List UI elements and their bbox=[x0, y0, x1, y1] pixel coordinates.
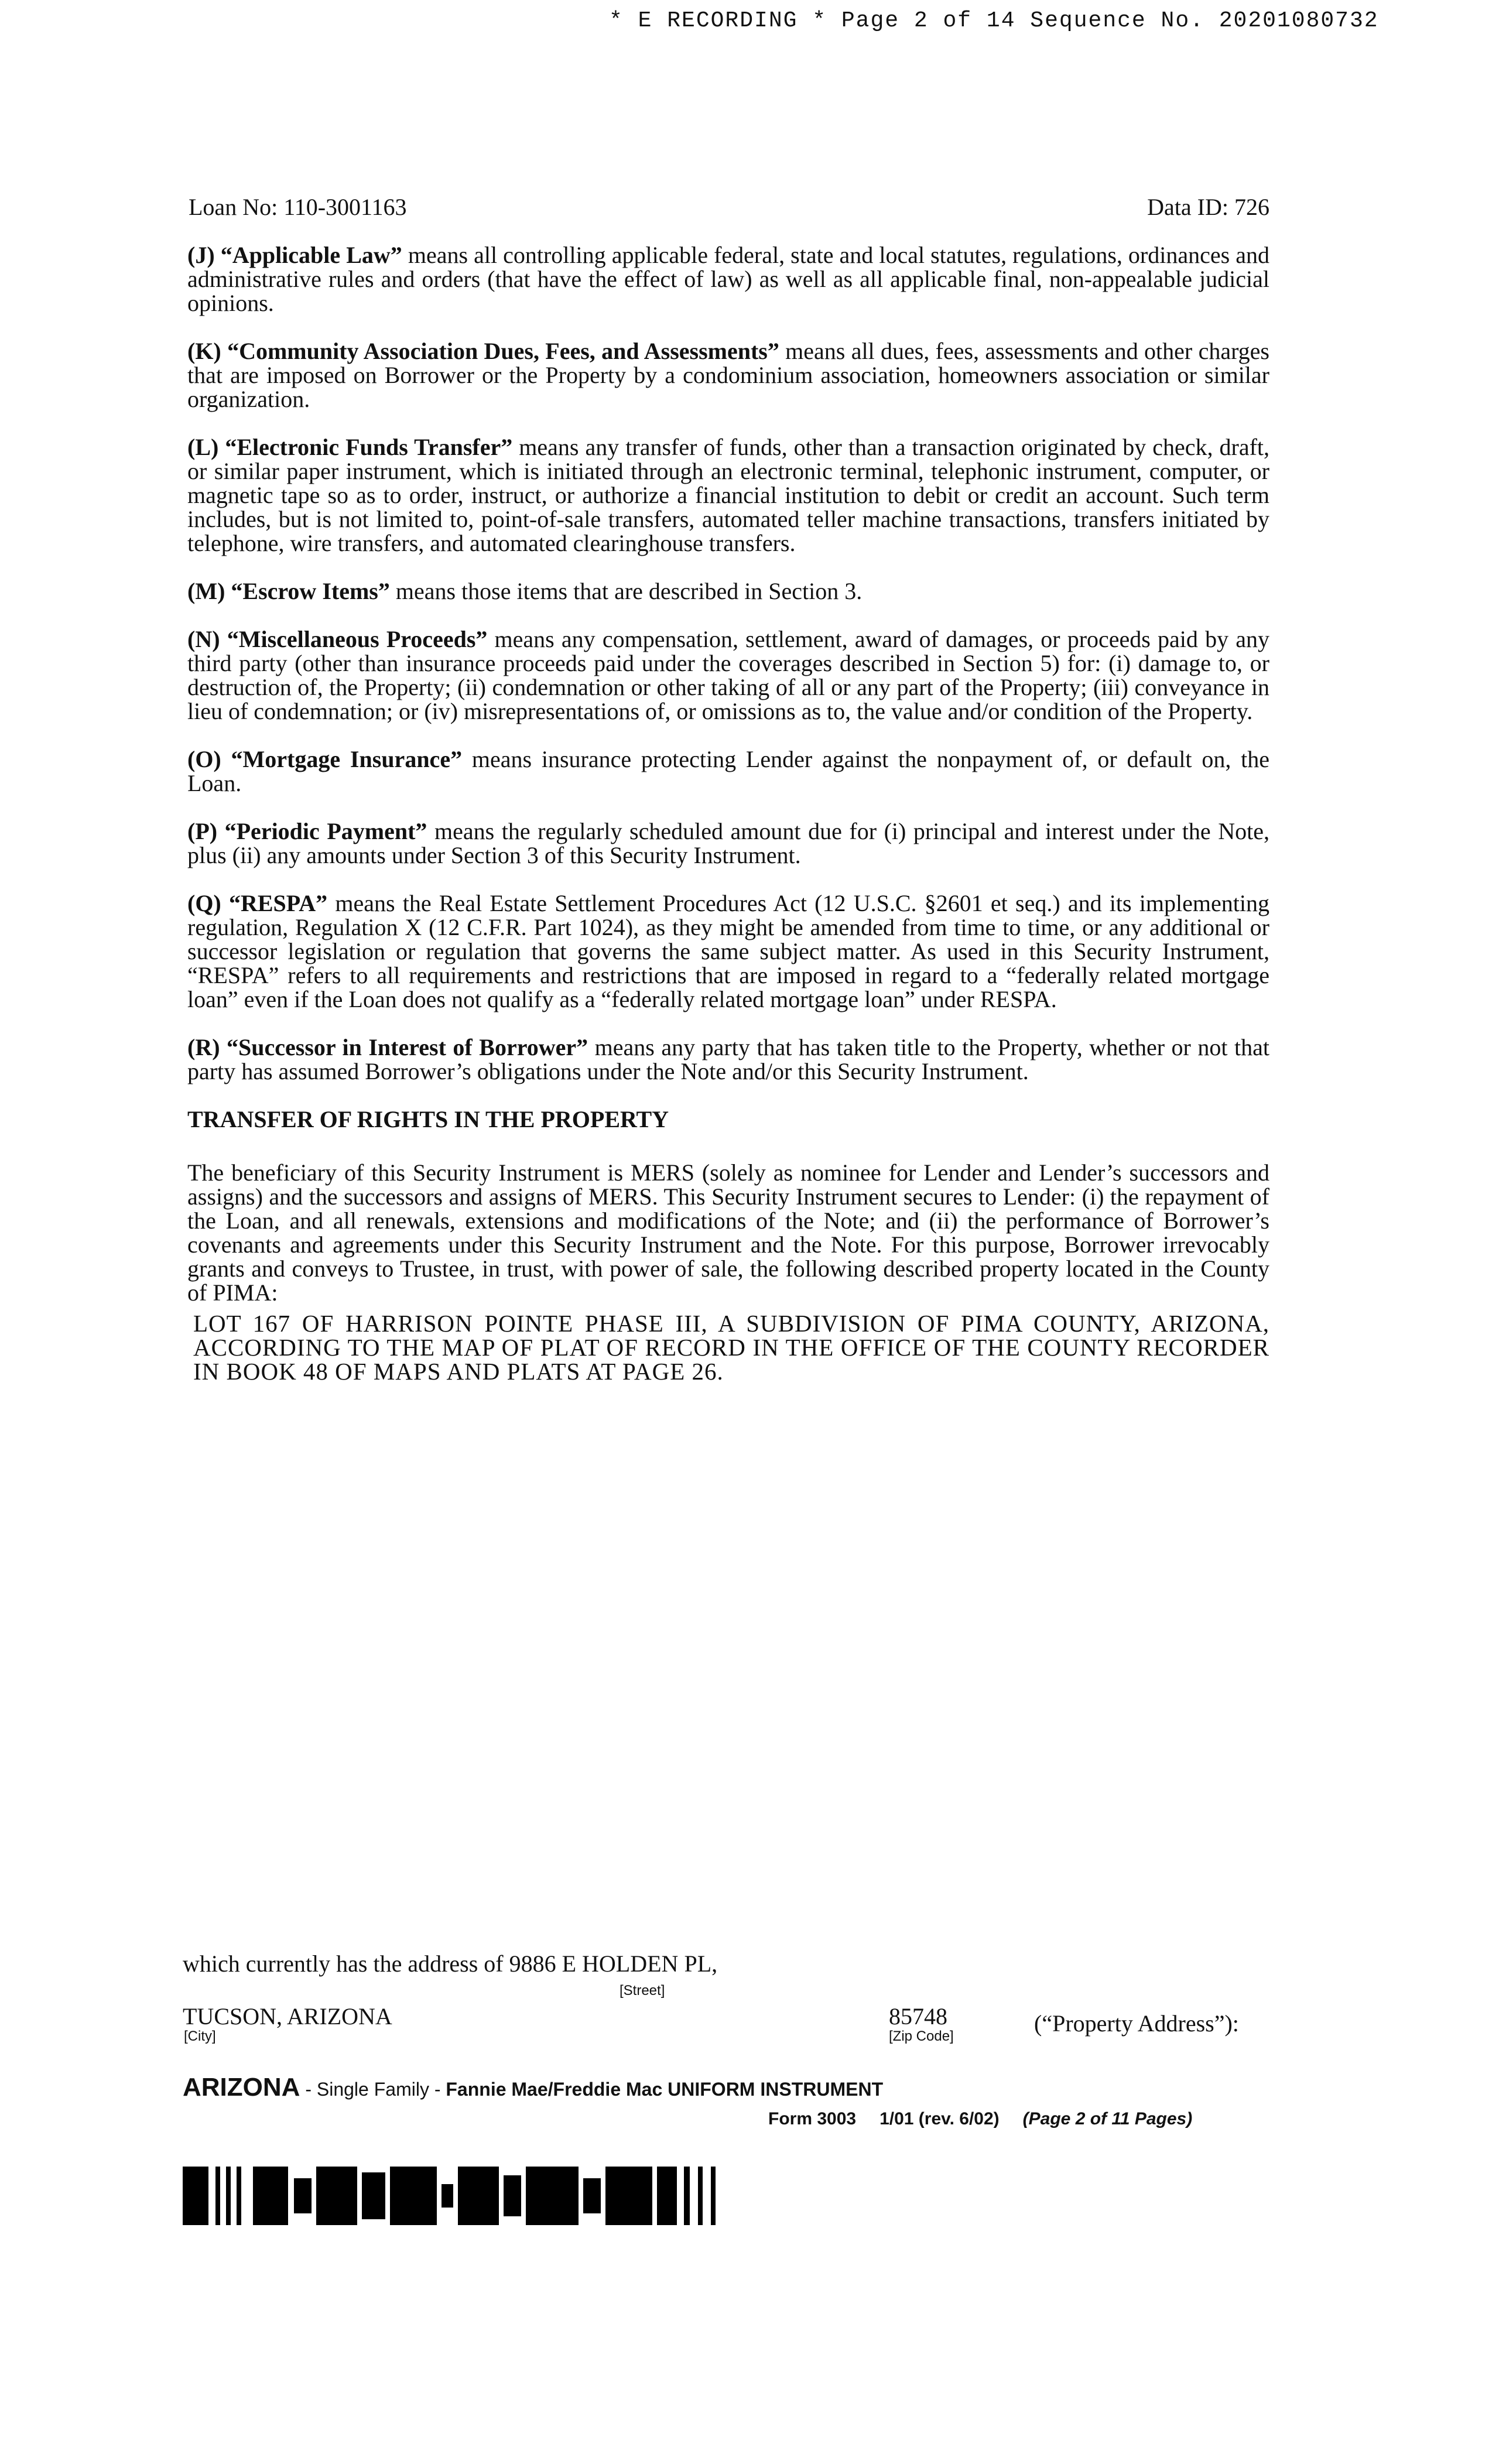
city-value: TUCSON, ARIZONA bbox=[183, 2003, 392, 2030]
definition-p bbox=[187, 819, 1269, 867]
property-address-label: (“Property Address”): bbox=[1034, 2010, 1239, 2037]
definition-k bbox=[187, 339, 1269, 411]
definition-r bbox=[187, 1035, 1269, 1083]
city-label: [City] bbox=[184, 2028, 216, 2044]
definition-term: (Q) “RESPA” bbox=[187, 890, 328, 916]
definition-text: means all controlling applicable federal, state and local statutes, regulations, ordinances and administrative rules and orders (that have the effect of law) as well as all applicable final, non-appealable judicial opinions. bbox=[187, 242, 1269, 316]
definition-term: (P) “Periodic Payment” bbox=[187, 818, 427, 844]
definition-term: (L) “Electronic Funds Transfer” bbox=[187, 434, 513, 460]
definition-term: (R) “Successor in Interest of Borrower” bbox=[187, 1034, 588, 1060]
definition-text: means the Real Estate Settlement Procedures Act (12 U.S.C. §2601 et seq.) and its implementing regulation, Regulation X (12 C.F.R. Part 1024), as they might be amended from time to time, or any additional or successor legislation or regulation that governs the same subject matter. As used in this Security Instrument, “RESPA” refers to all requirements and restrictions that are imposed in regard to a “federally related mortgage loan” even if the Loan does not qualify as a “federally related mortgage loan” under RESPA. bbox=[187, 890, 1269, 1012]
recording-header: * E RECORDING * Page 2 of 14 Sequence No. 20201080732 bbox=[609, 8, 1379, 33]
form-type: - Single Family - bbox=[300, 2079, 446, 2100]
definition-text: means the regularly scheduled amount due for (i) principal and interest under the Note, plus (ii) any amounts under Section 3 of this Security Instrument. bbox=[187, 818, 1269, 868]
property-address-block bbox=[183, 1950, 1272, 2067]
zip-label: [Zip Code] bbox=[889, 2028, 954, 2044]
definition-term: (M) “Escrow Items” bbox=[187, 578, 390, 604]
form-title-line bbox=[183, 2073, 1272, 2102]
transfer-heading: TRANSFER OF RIGHTS IN THE PROPERTY bbox=[187, 1106, 669, 1132]
definition-text: means insurance protecting Lender against the nonpayment of, or default on, the Loan. bbox=[187, 746, 1270, 796]
definition-l bbox=[187, 435, 1269, 555]
definition-o bbox=[187, 747, 1269, 795]
address-line-street bbox=[183, 1950, 1272, 1998]
form-footer bbox=[183, 2073, 1272, 2129]
definition-term: (J) “Applicable Law” bbox=[187, 242, 402, 268]
form-state: ARIZONA bbox=[183, 2073, 300, 2102]
document-body bbox=[187, 243, 1269, 1384]
definition-text: means any compensation, settlement, award of damages, or proceeds paid by any third party (other than insurance proceeds paid under the coverages described in Section 5) for: (i) damage to, or destruction of, the Property; (ii) condemnation or other taking of all or any part of the Property; (iii) conveyance in lieu of condemnation; or (iv) misrepresentations of, or omissions as to, the value and/or condition of the Property. bbox=[187, 626, 1269, 724]
form-revision: 1/01 (rev. 6/02) bbox=[879, 2109, 1000, 2128]
definition-text: means all dues, fees, assessments and other charges that are imposed on Borrower or the Property by a condominium association, homeowners association or similar organization. bbox=[187, 338, 1269, 412]
data-id: Data ID: 726 bbox=[1147, 194, 1269, 220]
definition-q bbox=[187, 891, 1269, 1011]
zip-value: 85748 bbox=[889, 2003, 947, 2030]
form-number: Form 3003 bbox=[768, 2109, 857, 2128]
definition-j bbox=[187, 243, 1269, 315]
form-page-count: (Page 2 of 11 Pages) bbox=[1022, 2109, 1193, 2128]
form-instrument: Fannie Mae/Freddie Mac UNIFORM INSTRUMENT bbox=[446, 2079, 884, 2100]
definition-text: means any transfer of funds, other than a transaction originated by check, draft, or similar paper instrument, which is initiated through an electronic terminal, telephonic instrument, computer, or magnetic tape so as to order, instruct, or authorize a financial institution to debit or credit an account. Such term includes, but is not limited to, point-of-sale transfers, automated teller machine transactions, transfers initiated by telephone, wire transfers, and automated clearinghouse transfers. bbox=[187, 434, 1269, 556]
definition-m bbox=[187, 579, 1269, 603]
address-line-city bbox=[183, 2003, 1272, 2067]
definition-term: (N) “Miscellaneous Proceeds” bbox=[187, 626, 488, 652]
loan-info-line bbox=[189, 193, 1269, 221]
form-number-line bbox=[768, 2109, 1272, 2129]
definition-text: means those items that are described in Section 3. bbox=[389, 578, 863, 604]
legal-description: LOT 167 OF HARRISON POINTE PHASE III, A SUBDIVISION OF PIMA COUNTY, ARIZONA, ACCORDING TO THE MAP OF PLAT OF RECORD IN THE OFFICE OF THE COUNTY RECORDER IN BOOK 48 OF MAPS AND PLATS AT PAGE 26. bbox=[193, 1310, 1269, 1385]
barcode-image bbox=[183, 2167, 768, 2225]
transfer-body: The beneficiary of this Security Instrument is MERS (solely as nominee for Lender and Lender’s successors and assigns) and the successors and assigns of MERS. This Security Instrument secures to Lender: (i) the repayment of the Loan, and all renewals, extensions and modifications of the Note; and (ii) the performance of Borrower’s covenants and agreements under this Security Instrument and the Note. For this purpose, Borrower irrevocably grants and conveys to Trustee, in trust, with power of sale, the following described property located in the County of PIMA: bbox=[187, 1159, 1269, 1306]
definition-term: (O) “Mortgage Insurance” bbox=[187, 746, 463, 772]
definition-term: (K) “Community Association Dues, Fees, and Assessments” bbox=[187, 338, 779, 364]
street-label: [Street] bbox=[620, 1983, 665, 1998]
definition-n bbox=[187, 627, 1269, 723]
definition-text: means any party that has taken title to the Property, whether or not that party has assumed Borrower’s obligations under the Note and/or this Security Instrument. bbox=[187, 1034, 1270, 1084]
loan-number: Loan No: 110-3001163 bbox=[189, 194, 407, 220]
address-intro: which currently has the address of 9886 E HOLDEN PL, bbox=[183, 1950, 718, 1977]
